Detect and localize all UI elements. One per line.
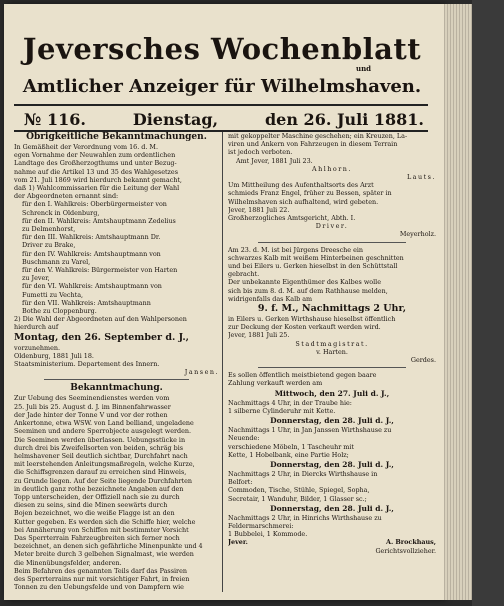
text-line: mit leerstehenden Anleitungsmaßregeln, welche Kurze, (14, 460, 195, 469)
auction-item-2 (228, 426, 436, 459)
text-line: zu Delmenhorst, (22, 225, 76, 234)
signature-brockhaus: A. Brockhaus, (385, 538, 436, 547)
signature-brockhaus-row (228, 538, 436, 546)
text-line: die Schiffsgrenzen darauf zu erreichen sind Hinweis, (14, 468, 187, 477)
heading-announcement: Bekanntmachung. (70, 383, 163, 394)
text-line: für den II. Wahlkreis: Amtshauptmann Zedelius (22, 216, 176, 225)
text-line: Um Mittheilung des Aufenthaltsorts des Arzt (228, 181, 374, 190)
text-line: Großherzogliches Amtsgericht, Abth. I. (228, 214, 356, 223)
text-line: Der unbekannte Eigenthümer des Kalbes wolle (228, 278, 382, 287)
text-line: Tonnen zu den Uebungsfelde und von Dampfern wie (14, 583, 184, 592)
text-line: schmieds Franz Engel, früher zu Bessen, später in (228, 189, 392, 198)
text-line: der Abgeordneten ernannt sind: (14, 192, 119, 201)
text-line: gebracht. (228, 270, 260, 279)
notice-sea-mines-cont (14, 567, 219, 592)
text-line: in deutlich ganz rothe bezeichnete Angaben auf den (14, 484, 184, 493)
notice-election-districts (14, 200, 219, 315)
text-line: durch drei bis Zweifellsorten von beiden, schräg bis (14, 443, 184, 452)
text-line: Kutter gegeben. Es werden sich die Schiffe hier, welche (14, 517, 196, 526)
text-line: Belfort: (228, 478, 253, 487)
text-line: schwarzes Kalb mit weißem Hinterbeinen geschnitten (228, 253, 404, 262)
signature-title: Gerichtsvollzieher. (375, 546, 436, 555)
text-line: Oldenburg, 1881 Juli 18. (14, 351, 94, 360)
notice-mines-date: Amt Jever, 1881 Juli 23. (236, 156, 313, 165)
notice-election-date-intro (14, 315, 219, 331)
newspaper-page (4, 4, 444, 600)
text-line: Bojen bezeichnet, wo die weiße Flagge ist an den (14, 509, 175, 518)
auction-date-1: Mittwoch, den 27. Juli d. J., (274, 388, 390, 398)
text-line: daß 1) Wahlcommissarien für die Leitung der Wahl (14, 184, 180, 193)
text-line: Nachmittags 4 Uhr, in der Traube hie: (228, 398, 352, 407)
notice-election-intro (14, 143, 219, 200)
text-line: widrigenfalls das Kalb am (228, 294, 313, 303)
dateline (24, 110, 424, 129)
auction-item-1 (228, 399, 436, 415)
text-line: für den VI. Wahlkreis: Amtshauptmann von (22, 282, 162, 291)
signature-lauts: Lauts. (406, 173, 436, 182)
notice-sea-mines (14, 394, 219, 566)
text-line: Landtage des Großherzogthums und unter Bezug- (14, 159, 177, 168)
text-line: für den VII. Wahlkreis: Amtshauptmann (22, 298, 151, 307)
text-line: Staatsministerium. Departement des Innern. (14, 360, 160, 369)
text-line: Secretair, 1 Wanduhr, Bilder, 1 Glasser sc.; (228, 494, 367, 503)
text-line: bei Annäherung von Schiffen mit bestimmter Vorsicht (14, 525, 189, 534)
text-line: nahme auf die Artikel 13 und 35 des Wahlgesetzes (14, 167, 178, 176)
signature-jansen: Jansen. (184, 368, 219, 377)
left-column (14, 132, 219, 592)
text-line: in Eilers u. Gerken Wirthshause hieselbst öffentlich (228, 315, 396, 324)
text-line: Bothe zu Cloppenburg. (22, 307, 97, 316)
text-line: Schrenck in Oldenburg, (22, 208, 100, 217)
right-column (228, 132, 436, 592)
text-line: vorzunehmen. (14, 343, 60, 352)
text-line: Jever, 1881 Juli 25. (228, 331, 290, 340)
book-cover (472, 0, 504, 606)
signature-gerdes: Gerdes. (410, 356, 436, 365)
notice-mines-end (228, 132, 436, 157)
divider (258, 367, 406, 368)
text-line: Zahlung verkauft werden am (228, 379, 323, 388)
text-line: Am 23. d. M. ist bei Jürgens Dreesche ein (228, 245, 364, 254)
weekday: Dienstag, (132, 110, 219, 129)
text-line: zu Grunde liegen. Auf der Seite liegende Durchfahrten (14, 476, 192, 485)
text-line: helmshavener Seil deutlich sichtbar, Durchfahrt nach (14, 451, 188, 460)
text-line: Neuende: (228, 434, 260, 443)
notice-auction-intro (228, 371, 436, 387)
place-jever: Jever. (228, 538, 248, 547)
auction-date-2: Donnerstag, den 28. Juli d. J., (270, 416, 394, 426)
notice-calf-end (228, 315, 436, 340)
text-line: ist jedoch verboten. (228, 148, 293, 157)
auction-date-3: Donnerstag, den 28. Juli d. J., (270, 459, 394, 469)
text-line: Commoden, Tische, Stühle, Spiegel, Sopha, (228, 486, 370, 495)
text-line: für den III. Wahlkreis: Amtshauptmann Dr. (22, 233, 161, 242)
text-line: Seeminen und andere Sperrobjecte ausgelegt werden. (14, 427, 192, 436)
text-line: Ankertonne, etwa WSW. von Land belliand, ungeladene (14, 419, 194, 428)
text-line: Nachmittags 2 Uhr, in Diercks Wirthshause in (228, 469, 378, 478)
text-line: egen Vornahme der Neuwahlen zum ordentlichen (14, 151, 176, 160)
notice-search-engel (228, 181, 436, 222)
text-line: zu Jever, (22, 274, 50, 283)
text-line: Jever, 1881 Juli 22. (228, 205, 290, 214)
text-line: Meter breite durch 3 gelbehen Signalmast, wie werden (14, 550, 194, 559)
notice-calf (228, 246, 436, 303)
text-line: Wilhelmshaven sich aufhaltend, wird gebeten. (228, 197, 379, 206)
signature-stadtmagistrat: Stadtmagistrat. (295, 339, 369, 348)
text-line: für den I. Wahlkreis: Oberbürgermeister von (22, 200, 167, 209)
masthead-subtitle: Amtlicher Anzeiger für Wilhelmshaven. (22, 76, 422, 97)
text-line: und bei Eilers u. Gerken hieselbst in den Schüttstall (228, 262, 398, 271)
text-line: hierdurch auf (14, 323, 59, 332)
text-line: 1 silberne Cylinderuhr mit Kette. (228, 406, 336, 415)
column-separator (222, 132, 223, 592)
text-line: Buschmann zu Varel, (22, 257, 91, 266)
text-line: Kette, 1 Hobelbank, eine Partie Holz; (228, 450, 349, 459)
issue-date: den 26. Juli 1881. (264, 110, 424, 129)
text-line: Die Seeminen werden überlassen. Uebungsstücke in (14, 435, 186, 444)
text-line: 1 Bubbelei, 1 Kommode. (228, 530, 308, 539)
signature-ahlhorn: Ahlhorn. (312, 164, 352, 173)
masthead-title: Jeversches Wochenblatt (22, 32, 422, 66)
text-line: für den IV. Wahlkreis: Amtshauptmann von (22, 249, 161, 258)
text-line: Fumetti zu Vechta, (22, 290, 84, 299)
text-line: zur Deckung der Kosten verkauft werden wird. (228, 323, 381, 332)
text-line: vom 21. Juli 1869 wird hierdurch bekannt gemacht, (14, 175, 182, 184)
text-line: sich bis zum 8. d. M. auf dem Rathhause melden, (228, 286, 388, 295)
signature-harten: v. Harten. (316, 347, 348, 356)
text-line: bezeichnet, an denen sich gefährliche Minenpunkte und 4 (14, 542, 203, 551)
issue-number: № 116. (24, 110, 86, 129)
text-line: verschiedene Möbeln, 1 Tascheuhr mit (228, 442, 354, 451)
signature-meyerholz: Meyerholz. (399, 230, 436, 239)
divider (44, 379, 189, 380)
text-line: Topp unterscheiden, der Offiziell nach sie zu durch (14, 492, 180, 501)
calf-auction-date: 9. f. M., Nachmittags 2 Uhr, (257, 303, 407, 315)
text-line: Feldermarschmerei: (228, 521, 294, 530)
text-line: 25. Juli bis 25. August d. J. im Binnenfahrwasser (14, 402, 171, 411)
divider (258, 242, 406, 243)
text-line: Nachmittags 2 Uhr, in Hinrichs Wirthshause zu (228, 513, 382, 522)
text-line: viren und Ankern von Fahrzeugen in diesem Terrain (228, 140, 398, 149)
text-line: diesen zu seins, sind die Minen seewärts durch (14, 501, 168, 510)
text-line: In Gemäßheit der Verordnung vom 16. d. M. (14, 143, 158, 151)
election-date: Montag, den 26. September d. J., (14, 331, 189, 343)
auction-item-3 (228, 470, 436, 503)
text-line: des Sperrterrains nur mit vorsichtiger Fahrt, in freien (14, 574, 190, 583)
text-line: Nachmittags 1 Uhr, in Jan Janssen Wirthshause zu (228, 426, 392, 435)
auction-item-4 (228, 514, 436, 539)
text-line: Beim Befahren des genannten Teils darf das Passiren (14, 566, 187, 575)
text-line: Zur Uebung des Seeminendienstes werden vom (14, 394, 170, 403)
text-line: die Minenübungsfelder, anderen. (14, 558, 122, 567)
book-spine-pages (444, 4, 472, 600)
top-rule (14, 104, 428, 106)
text-line: mit gekoppelter Maschine geschehen; ein Kreuzen, La- (228, 132, 408, 140)
auction-date-4: Donnerstag, den 28. Juli d. J., (270, 503, 394, 513)
notice-election-footer (14, 344, 219, 369)
text-line: Es sollen öffentlich meistbietend gegen baare (228, 371, 377, 380)
text-line: 2) Die Wahl der Abgeordneten auf den Wahlpersonen (14, 315, 187, 324)
signature-driver: Driver. (315, 222, 349, 231)
heading-official-notices: Obrigkeitliche Bekanntmachungen. (26, 132, 207, 142)
text-line: Driver zu Brake, (22, 241, 76, 250)
text-line: der Jade hinter der Tonne V und vor der rothen (14, 410, 168, 419)
text-line: für den V. Wahlkreis: Bürgermeister von Harten (22, 266, 178, 275)
masthead-und: und (356, 64, 372, 73)
text-line: Das Sperrterrain Fahrzeugbreiten sich ferner noch (14, 533, 180, 542)
